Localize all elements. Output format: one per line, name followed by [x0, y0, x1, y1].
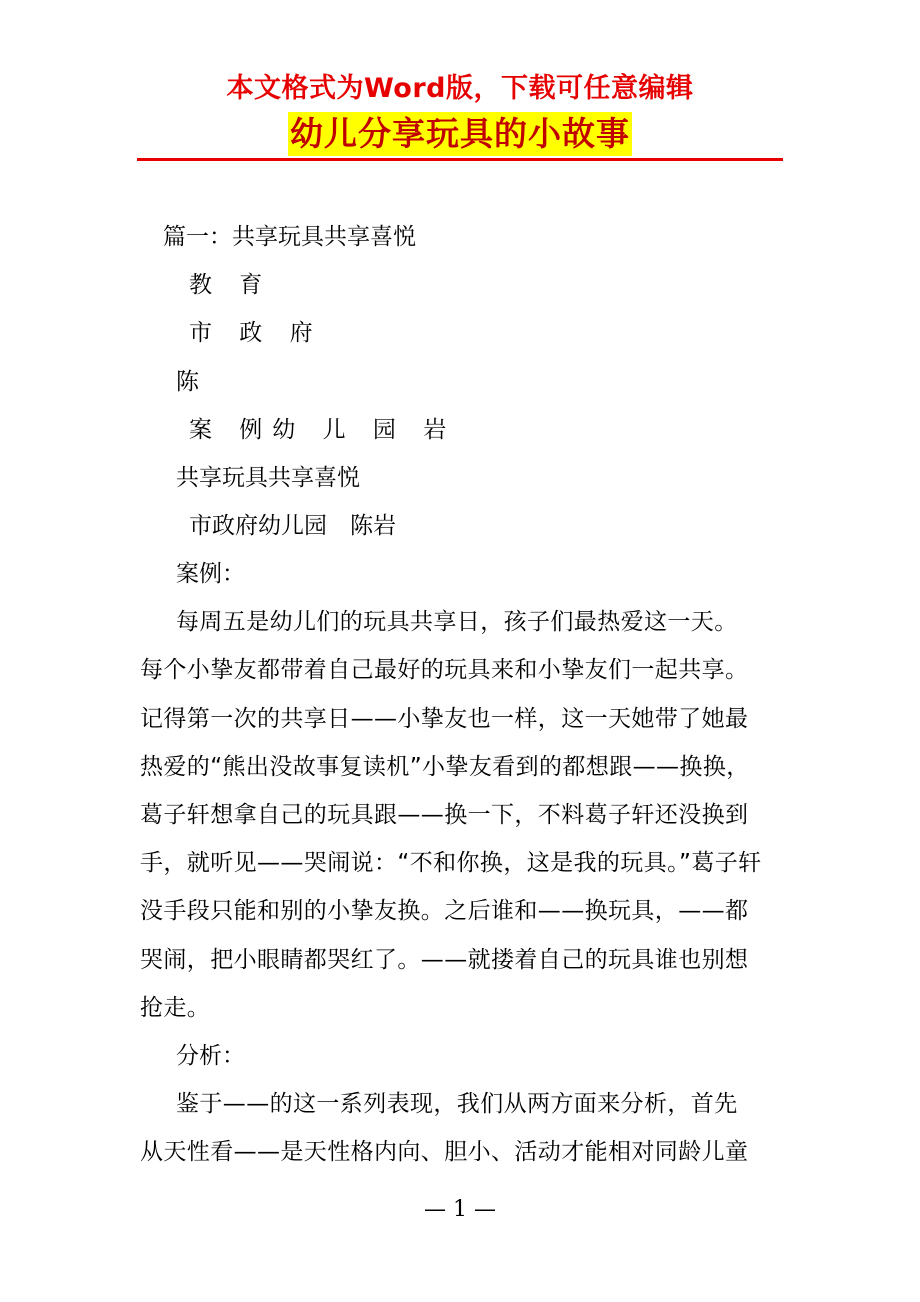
format-banner: 本文格式为Word版，下载可任意编辑: [226, 73, 694, 104]
case-label: 案例：: [176, 561, 245, 587]
header-line: 案 例幼 儿 园 岩: [189, 417, 457, 443]
paragraph-line: 热爱的“熊出没故事复读机”小挚友看到的都想跟——换换，: [140, 754, 750, 780]
section-heading: 篇一：共享玩具共享喜悦: [163, 224, 416, 250]
paragraph-line: 每个小挚友都带着自己最好的玩具来和小挚友们一起共享。: [140, 657, 749, 683]
document-title: 幼儿分享玩具的小故事: [288, 112, 632, 156]
title-rule: [137, 158, 783, 161]
paragraph-line: 没手段只能和别的小挚友换。之后谁和——换玩具，——都: [140, 898, 749, 924]
author-line: 市政府幼儿园 陈岩: [189, 513, 396, 539]
header-line: 教 育: [189, 272, 273, 298]
paragraph-line: 从天性看——是天性格内向、胆小、活动才能相对同龄儿童: [140, 1139, 749, 1165]
header-line: 市 政 府: [189, 320, 323, 346]
paragraph-line: 抢走。: [140, 995, 211, 1021]
header-line: 共享玩具共享喜悦: [176, 465, 360, 491]
paragraph-line: 每周五是幼儿们的玩具共享日，孩子们最热爱这一天。: [176, 609, 738, 635]
header-line: 陈: [176, 369, 199, 395]
paragraph-line: 哭闹，把小眼睛都哭红了。——就搂着自己的玩具谁也别想: [140, 947, 749, 973]
paragraph-line: 葛子轩想拿自己的玩具跟——换一下，不料葛子轩还没换到: [140, 802, 749, 828]
paragraph-line: 鉴于——的这一系列表现，我们从两方面来分析，首先: [176, 1091, 738, 1117]
title-wrap: [0, 112, 920, 156]
paragraph-line: 手，就听见——哭闹说：“不和你换，这是我的玩具。”葛子轩: [140, 850, 762, 876]
analysis-label: 分析：: [176, 1043, 245, 1069]
paragraph-line: 记得第一次的共享日——小挚友也一样，这一天她带了她最: [140, 706, 749, 732]
page-number: — 1 —: [424, 1197, 496, 1222]
